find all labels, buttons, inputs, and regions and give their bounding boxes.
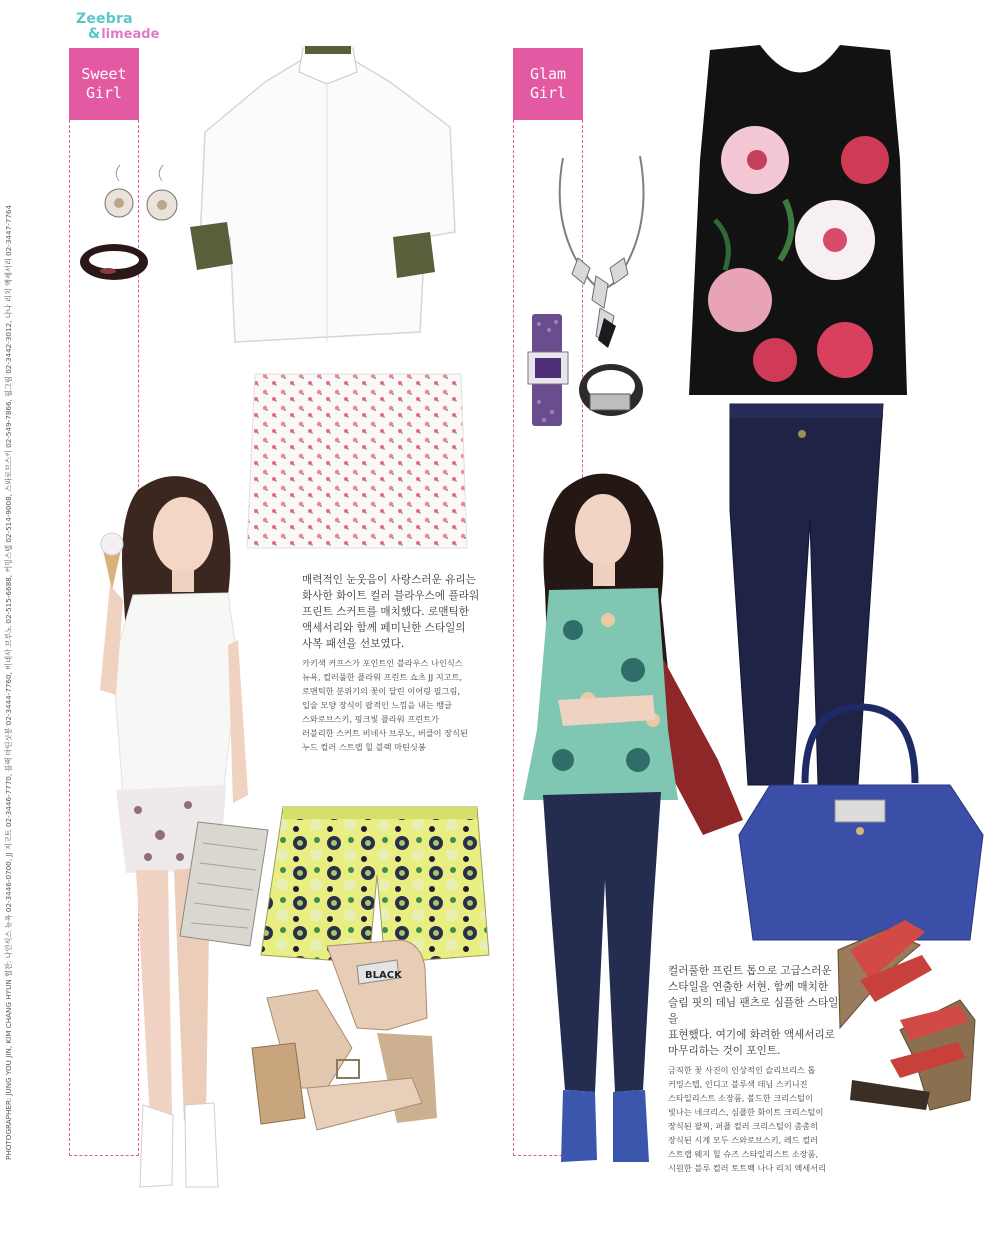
sweet-credit-line: 입술 모양 장식이 팝적인 느낌을 내는 뱅글 bbox=[302, 700, 453, 710]
glam-lead-line: 마무리하는 것이 포인트. bbox=[668, 1045, 781, 1057]
sweet-girl-label bbox=[69, 48, 139, 120]
sweet-girl-description bbox=[302, 572, 502, 754]
glam-credit-line: 시원한 블루 컬러 토트백 나나 리치 액세서리 bbox=[668, 1163, 826, 1173]
glam-credit-line: 금직한 꽃 사진이 인상적인 슬리브리스 톱 bbox=[668, 1065, 816, 1075]
sweet-lead-line: 화사한 화이트 컬러 블라우스에 플라워 bbox=[302, 590, 480, 602]
photographer-sponsor-credit: PHOTOGRAPHER: JUNG YOU JIN, KIM CHANG HYUN 협찬: 나인식스 뉴욕 02-3446-0700, JJ 지고트 02-3446-7770, 블랙 마틴싯봉 02-3444-7760, 비네사 브루노 02-515-6688, 커밍스텝 02-514-9008, 스와로브스키 02-549-7866, 필그림 02-3442-3012, 나나 리치 액세서리 02-3447-7764 bbox=[4, 204, 13, 1160]
glam-girl-credits bbox=[668, 1063, 848, 1175]
sweet-credit-line: 누드 컬러 스트랩 힐 블랙 마틴싯봉 bbox=[302, 742, 426, 752]
glam-girl-label-line1: Glam bbox=[529, 65, 567, 83]
glam-lead-line: 슬림 핏의 데님 팬츠로 심플한 스타일을 bbox=[668, 997, 839, 1025]
glam-lead-line: 스타일을 연출한 서현. 함께 매치한 bbox=[668, 981, 829, 993]
glam-girl-lead-text bbox=[668, 963, 848, 1059]
sweet-credit-line: 카키색 커프스가 포인트인 블라우스 나인식스 bbox=[302, 658, 463, 668]
sweet-credit-line: 스와로브스키, 핑크빛 플라워 프린트가 bbox=[302, 714, 439, 724]
glam-girl-label-line2: Girl bbox=[529, 84, 567, 102]
glam-credit-line: 장식된 시계 모두 스와로브스키, 레드 컬러 bbox=[668, 1135, 819, 1145]
left-frame-line-left bbox=[69, 120, 70, 1156]
brand-limeade-text: limeade bbox=[101, 27, 160, 42]
glam-lead-line: 컬러풀한 프린트 톱으로 고급스러운 bbox=[668, 965, 832, 977]
sweet-lead-line: 액세서리와 함께 페미닌한 스타일의 bbox=[302, 622, 466, 634]
sweet-lead-line: 매력적인 눈웃음이 사랑스러운 유리는 bbox=[302, 574, 476, 586]
brand-logo-limeade bbox=[88, 26, 159, 42]
sweet-lead-line: 사복 패션을 선보였다. bbox=[302, 638, 405, 650]
sweet-girl-label-line1: Sweet bbox=[81, 65, 127, 83]
sweet-credit-line: 러블리한 스커트 비네사 브루노, 버클이 장식된 bbox=[302, 728, 468, 738]
glam-credit-line: 스타일리스트 소장품, 볼드한 크리스털이 bbox=[668, 1093, 813, 1103]
glam-girl-label bbox=[513, 48, 583, 120]
red-wedge-sandals-image bbox=[830, 910, 980, 1115]
silver-cuff-bracelet-image bbox=[576, 360, 646, 422]
glam-girl-description bbox=[668, 963, 848, 1175]
purple-crystal-watch-image bbox=[524, 312, 572, 430]
white-blouse-image bbox=[185, 42, 465, 357]
svg-text:BLACK: BLACK bbox=[365, 970, 402, 981]
sweet-girl-lead-text bbox=[302, 572, 502, 652]
flower-earrings-image bbox=[95, 163, 190, 233]
glam-credit-line: 스트랩 웨지 힐 슈즈 스타일리스트 소장품, bbox=[668, 1149, 819, 1159]
sweet-credit-line: 뉴욕, 컬러풀한 플라워 프린트 쇼츠 JJ 지고트, bbox=[302, 672, 463, 682]
glam-credit-line: 커밍스텝, 인디고 블루색 데님 스키니진 bbox=[668, 1079, 808, 1089]
dark-bangle-image bbox=[78, 240, 150, 284]
blue-tote-bag-image bbox=[735, 705, 985, 945]
glam-lead-line: 표현했다. 여기에 화려한 액세서리로 bbox=[668, 1029, 835, 1041]
nude-strap-heels-image bbox=[247, 938, 462, 1138]
sweet-credit-line: 로맨틱한 분위기의 꽃이 달린 이어링 필그림, bbox=[302, 686, 460, 696]
pink-floral-skirt-image bbox=[243, 372, 473, 550]
sweet-girl-credits bbox=[302, 656, 502, 754]
brand-ampersand: & bbox=[88, 26, 101, 42]
brand-logo-zeebra: Zeebra bbox=[76, 11, 133, 27]
glam-credit-line: 빛나는 네크리스, 심플한 화이트 크리스털이 bbox=[668, 1107, 824, 1117]
sweet-girl-label-line2: Girl bbox=[85, 84, 123, 102]
sweet-lead-line: 프린트 스커트를 매치했다. 로맨틱한 bbox=[302, 606, 469, 618]
glam-credit-line: 장식된 팔찌, 퍼플 컬러 크리스털이 촘촘히 bbox=[668, 1121, 819, 1131]
floral-sleeveless-top-image bbox=[685, 40, 915, 400]
